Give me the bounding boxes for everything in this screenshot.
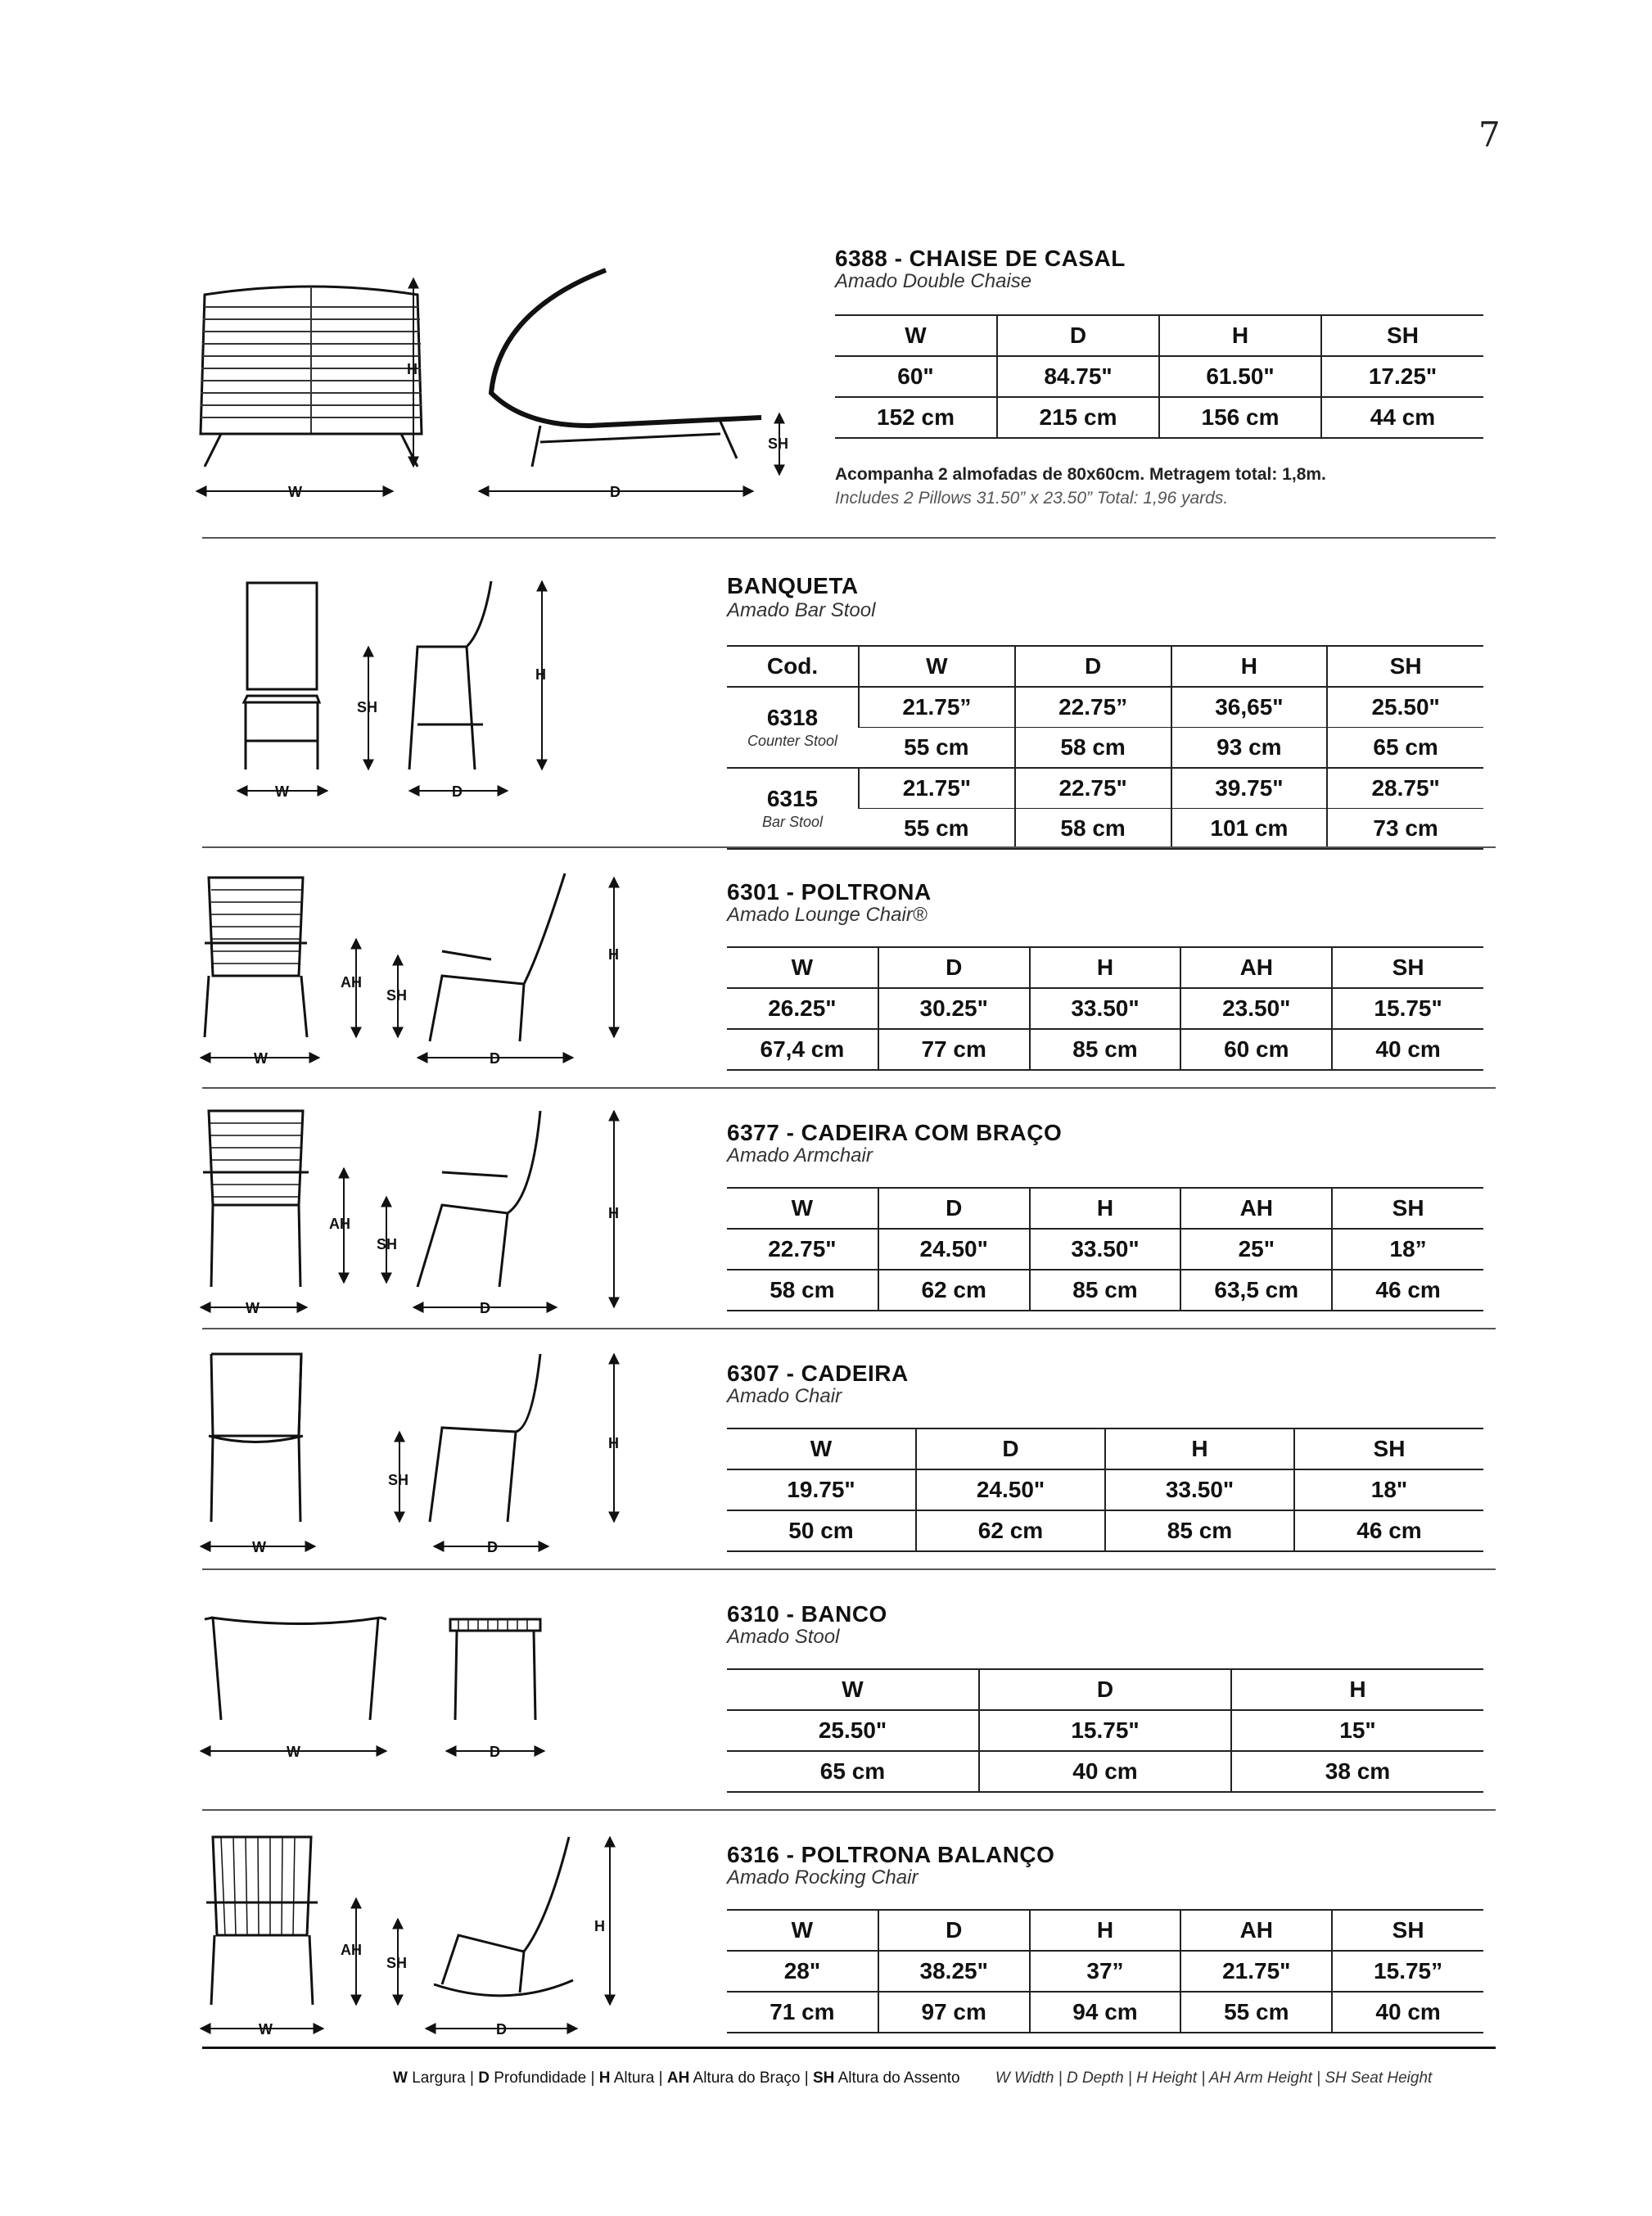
lounge-chair-dim-arrows	[196, 869, 622, 1082]
lounge-chair-spec-table: W D H AH SH 26.25" 30.25" 33.50" 23.50" 15.75" 67,4 cm 77 cm 85 cm 60 cm 40 cm	[727, 946, 1483, 1071]
svg-text:D: D	[480, 1300, 490, 1316]
svg-text:H: H	[608, 1435, 619, 1451]
svg-text:W: W	[259, 2021, 273, 2038]
footer-divider	[202, 2047, 1496, 2049]
dimension-legend	[393, 2069, 1498, 2087]
chaise-note-en: Includes 2 Pillows 31.50” x 23.50” Total: 1,96 yards.	[835, 489, 1229, 508]
svg-text:W: W	[246, 1300, 260, 1316]
divider	[202, 1809, 1496, 1811]
chair-dim-arrows	[196, 1346, 622, 1559]
stool-dim-arrows	[196, 1609, 573, 1773]
chaise-d-label: D	[610, 484, 621, 500]
svg-text:SH: SH	[386, 987, 408, 1004]
barstool-title: BANQUETA	[727, 573, 859, 598]
svg-text:SH: SH	[388, 1472, 409, 1488]
chaise-note-pt: Acompanha 2 almofadas de 80x60cm. Metragem total: 1,8m.	[835, 465, 1326, 484]
chaise-subtitle: Amado Double Chaise	[835, 270, 1032, 292]
svg-text:W: W	[252, 1539, 266, 1555]
divider	[202, 537, 1496, 539]
stool-subtitle: Amado Stool	[727, 1626, 840, 1648]
barstool-dim-arrows	[221, 573, 548, 810]
svg-text:H: H	[608, 1205, 619, 1221]
barstool-spec-table: Cod. W D H SH 6318 Counter Stool 21.75” 22.75” 36,65" 25.50" 55 cm 58 cm 93 cm 65 cm 6315 Bar Stool 21.75" 22.75" 39.75" 28.75" 55 cm 58 cm 101 cm 73 cm	[727, 645, 1483, 850]
armchair-spec-table: W D H AH SH 22.75" 24.50" 33.50" 25" 18” 58 cm 62 cm 85 cm 63,5 cm 46 cm	[727, 1187, 1483, 1311]
svg-text:SH: SH	[386, 1955, 408, 1971]
lounge-chair-subtitle: Amado Lounge Chair®	[727, 904, 928, 926]
chair-title: 6307 - CADEIRA	[727, 1361, 909, 1386]
chaise-w-label: W	[288, 484, 302, 500]
svg-text:D: D	[490, 1050, 500, 1067]
lounge-chair-title: 6301 - POLTRONA	[727, 879, 932, 905]
rocking-chair-spec-table: W D H AH SH 28" 38.25" 37” 21.75" 15.75” 71 cm 97 cm 94 cm 55 cm 40 cm	[727, 1909, 1483, 2033]
divider	[202, 1328, 1496, 1329]
svg-text:D: D	[490, 1744, 500, 1760]
chair-subtitle: Amado Chair	[727, 1385, 842, 1407]
svg-text:AH: AH	[341, 974, 362, 991]
svg-text:W: W	[287, 1744, 300, 1760]
svg-text:SH: SH	[377, 1236, 398, 1252]
armchair-dim-arrows	[196, 1107, 622, 1320]
divider	[202, 1087, 1496, 1089]
chaise-dim-arrows	[188, 270, 810, 516]
chaise-h-label: H	[407, 361, 418, 377]
barstool-subtitle: Amado Bar Stool	[727, 599, 876, 621]
svg-text:AH: AH	[329, 1216, 350, 1232]
svg-text:W: W	[254, 1050, 268, 1067]
armchair-title: 6377 - CADEIRA COM BRAÇO	[727, 1120, 1063, 1145]
rocking-chair-title: 6316 - POLTRONA BALANÇO	[727, 1842, 1055, 1867]
svg-text:SH: SH	[357, 699, 378, 715]
legend-en: W Width | D Depth | H Height | AH Arm Height | SH Seat Height	[995, 2069, 1433, 2087]
svg-text:D: D	[496, 2021, 507, 2038]
chair-spec-table: W D H SH 19.75" 24.50" 33.50" 18" 50 cm 62 cm 85 cm 46 cm	[727, 1428, 1483, 1552]
stool-title: 6310 - BANCO	[727, 1601, 887, 1627]
divider	[202, 1568, 1496, 1570]
divider	[202, 846, 1496, 848]
svg-text:D: D	[487, 1539, 498, 1555]
chaise-title: 6388 - CHAISE DE CASAL	[835, 246, 1126, 271]
svg-text:W: W	[275, 783, 289, 800]
armchair-subtitle: Amado Armchair	[727, 1144, 873, 1167]
svg-text:H: H	[535, 666, 546, 683]
stool-spec-table: W D H 25.50" 15.75" 15" 65 cm 40 cm 38 cm	[727, 1668, 1483, 1793]
svg-text:D: D	[452, 783, 463, 800]
chaise-spec-table: W D H SH 60" 84.75" 61.50" 17.25" 152 cm 215 cm 156 cm 44 cm	[835, 314, 1483, 439]
rocking-chair-dim-arrows	[196, 1829, 622, 2042]
rocking-chair-subtitle: Amado Rocking Chair	[727, 1866, 919, 1889]
chaise-sh-label: SH	[768, 436, 789, 452]
svg-text:AH: AH	[341, 1942, 362, 1958]
svg-text:H: H	[594, 1918, 605, 1934]
svg-text:H: H	[608, 946, 619, 963]
page-number: 7	[1478, 115, 1501, 155]
legend-pt: W Largura | D Profundidade | H Altura | AH Altura do Braço | SH Altura do Assento	[393, 2069, 960, 2087]
